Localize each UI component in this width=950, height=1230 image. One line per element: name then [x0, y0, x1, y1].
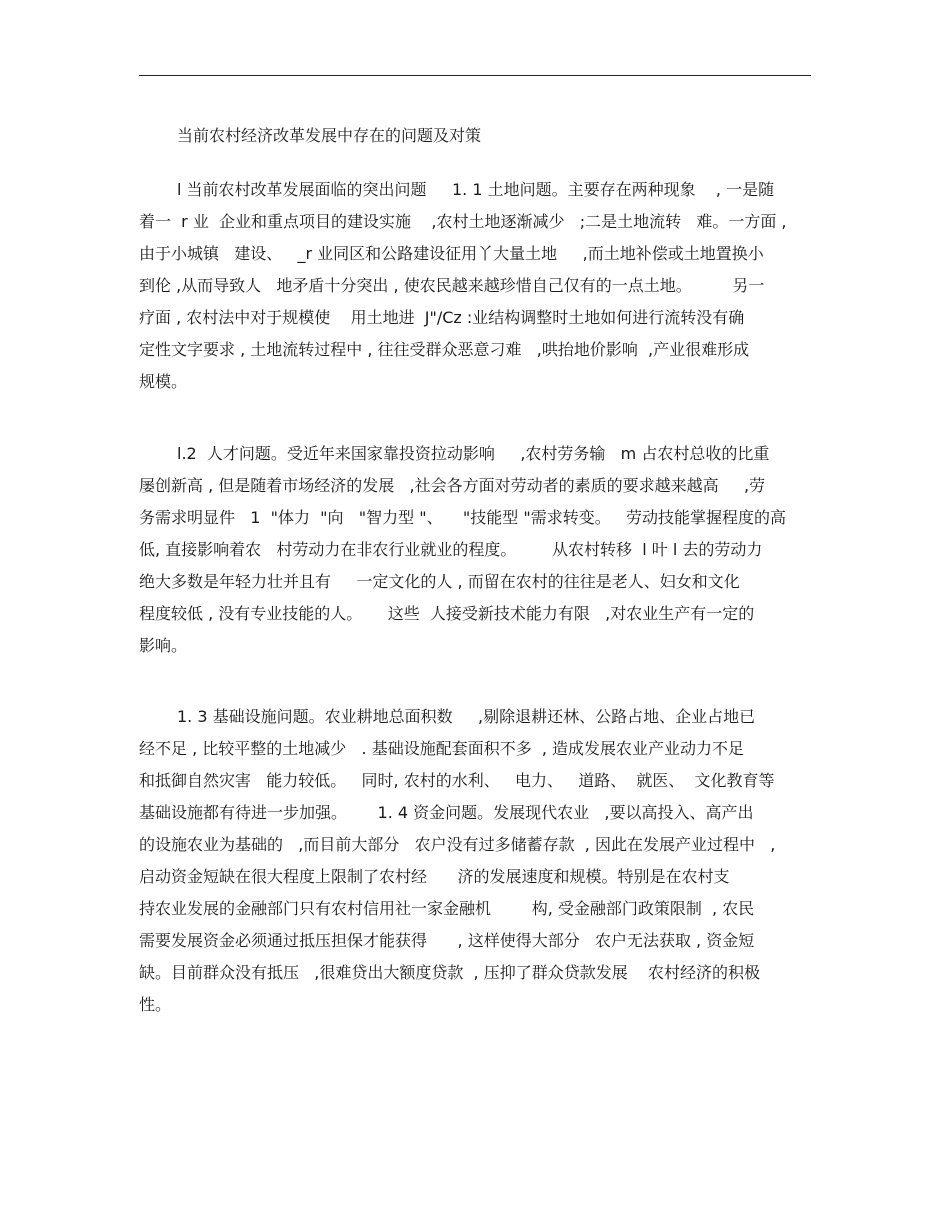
paragraph-line: 屡创新高 , 但是随着市场经济的发展 ,社会各方面对劳动者的素质的要求越来越高 ,劳 [139, 476, 766, 495]
paragraph-line: 绝大多数是年轻力壮并且有 一定文化的人 , 而留在农村的往往是老人、妇女和文化 [139, 572, 740, 591]
paragraph-line: 影响。 [139, 636, 188, 655]
document-title: 当前农村经济改革发展中存在的问题及对策 [177, 126, 482, 145]
paragraph-line: 缺。目前群众没有抵压 ,很难贷出大额度贷款 , 压抑了群众贷款发展 农村经济的积极 [139, 963, 761, 982]
paragraph-line: 需要发展资金必须通过抵压担保才能获得 , 这样使得大部分 农户无法获取 , 资金短 [139, 931, 755, 950]
paragraph-line: 务需求明显件 1 "体力 "向 "智力型 "、 "技能型 "需求转变。 劳动技能掌握程度的高 [139, 508, 786, 527]
paragraph-talent-issue [139, 438, 819, 662]
paragraph-line: 低, 直接影响着农 村劳动力在非农行业就业的程度。 从农村转移 l 叶 l 去的劳动力 [139, 540, 763, 559]
paragraph-line: l 当前农村改革发展面临的突出问题 1. 1 土地问题。主要存在两种现象 , 一是随 [177, 180, 775, 199]
paragraph-infrastructure-funding [139, 701, 819, 1021]
paragraph-line: 的设施农业为基础的 ,而目前大部分 农户没有过多储蓄存款 , 因此在发展产业过程中 , [139, 835, 776, 854]
paragraph-line: 1. 3 基础设施问题。农业耕地总面积数 ,剔除退耕还林、公路占地、企业占地已 [177, 707, 756, 726]
paragraph-line: 性。 [139, 995, 172, 1014]
header-rule [139, 75, 811, 76]
paragraph-line: 程度较低 , 没有专业技能的人。 这些 人接受新技术能力有限 ,对农业生产有一定的 [139, 604, 755, 623]
paragraph-line: 和抵御自然灾害 能力较低。 同时, 农村的水利、 电力、 道路、 就医、 文化教育等 [139, 771, 775, 790]
paragraph-line: 着一 r 业 企业和重点项目的建设实施 ,农村土地逐渐减少 ;二是土地流转 难。一方面 , [139, 212, 787, 231]
paragraph-line: 规模。 [139, 372, 188, 391]
paragraph-line: 持农业发展的金融部门只有农村信用社一家金融机 构, 受金融部门政策限制 , 农民 [139, 899, 755, 918]
paragraph-line: 定性文字要求 , 土地流转过程中 , 往往受群众恶意刁难 ,哄抬地价影响 ,产业很难形成 [139, 340, 750, 359]
paragraph-line: 由于小城镇 建设、 _r 业同区和公路建设征用丫大量土地 ,而土地补偿或土地置换小 [139, 244, 764, 263]
paragraph-line: 到伦 ,从而导致人 地矛盾十分突出 , 使农民越来越珍惜自己仅有的一点土地。 另一 [139, 276, 765, 295]
paragraph-line: 疗面 , 农村法中对于规模使 用土地进 J"/Cz :业结构调整时土地如何进行流转没有确 [139, 308, 745, 327]
paragraph-line: l.2 人才问题。受近年来国家靠投资拉动影响 ,农村劳务输 m 占农村总收的比重 [177, 444, 770, 463]
paragraph-line: 经不足 , 比较平整的土地减少 . 基础设施配套面积不多 , 造成发展农业产业动力不足 [139, 739, 745, 758]
paragraph-line: 基础设施都有待进一步加强。 1. 4 资金问题。发展现代农业 ,要以高投入、高产出 [139, 803, 754, 822]
paragraph-line: 启动资金短缺在很大程度上限制了农村经 济的发展速度和规模。特别是在农村支 [139, 867, 730, 886]
paragraph-land-issue [139, 174, 819, 398]
